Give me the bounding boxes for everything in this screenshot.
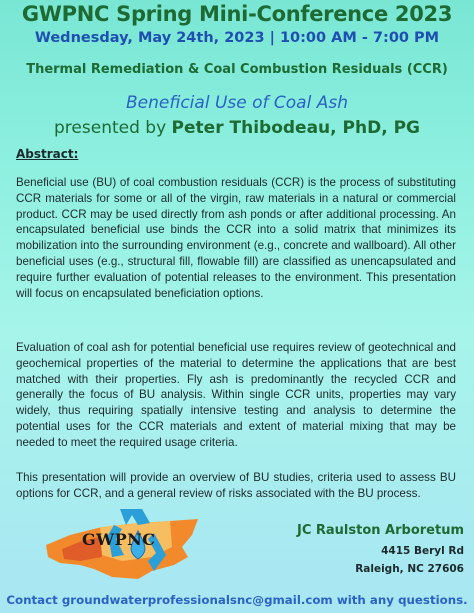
presented-by-label: presented by xyxy=(54,118,172,138)
logo-text: GWPNC xyxy=(82,530,156,549)
venue-name: JC Raulston Arboretum xyxy=(296,523,464,538)
talk-title: Beneficial Use of Coal Ash xyxy=(126,93,348,113)
abstract-paragraph-2: Evaluation of coal ash for potential beneficial use requires review of geotechnical and geochemical properties of the material to determine the applications that are best matched with their properties. Fly ash is predominantly the recycled CCR and generally the focus of BU analysis. Within single CCR units, properties may vary widely, thus requiring spatially intensive testing and analysis to determine the potential uses for the CCR materials and extent of material mixing that may be needed to meet the required usage criteria. xyxy=(16,341,456,449)
contact-line: Contact groundwaterprofessionalsnc@gmail.com with any questions. xyxy=(6,593,468,607)
venue-street: 4415 Beryl Rd xyxy=(381,545,464,557)
abstract-paragraph-1: Beneficial use (BU) of coal combustion residuals (CCR) is the process of substituting CCR materials for some or all of the virgin, raw materials in a natural or commercial product. CCR may be used directly from ash ponds or after additional processing. An encapsulated beneficial use binds the CCR into a solid matrix that minimizes its mobilization into the surrounding environment (e.g., concrete and wallboard). All other beneficial uses (e.g., structural fill, flowable fill) are classified as unencapsulated and require further evaluation of potential releases to the environment. This presentation will focus on encapsulated beneficiation options. xyxy=(16,176,456,300)
presenter-name: Peter Thibodeau, PhD, PG xyxy=(171,118,420,138)
abstract-paragraph-3: This presentation will provide an overview of BU studies, criteria used to assess BU options for CCR, and a general review of risks associated with the BU process. xyxy=(16,471,456,500)
conference-date-time: Wednesday, May 24th, 2023 | 10:00 AM - 7:00 PM xyxy=(34,30,440,46)
conference-title: GWPNC Spring Mini-Conference 2023 xyxy=(21,2,453,26)
presenter-line xyxy=(0,118,474,138)
venue-city: Raleigh, NC 27606 xyxy=(355,563,464,575)
session-title: Thermal Remediation & Coal Combustion Residuals (CCR) xyxy=(26,62,448,77)
abstract-heading: Abstract: xyxy=(16,147,79,161)
